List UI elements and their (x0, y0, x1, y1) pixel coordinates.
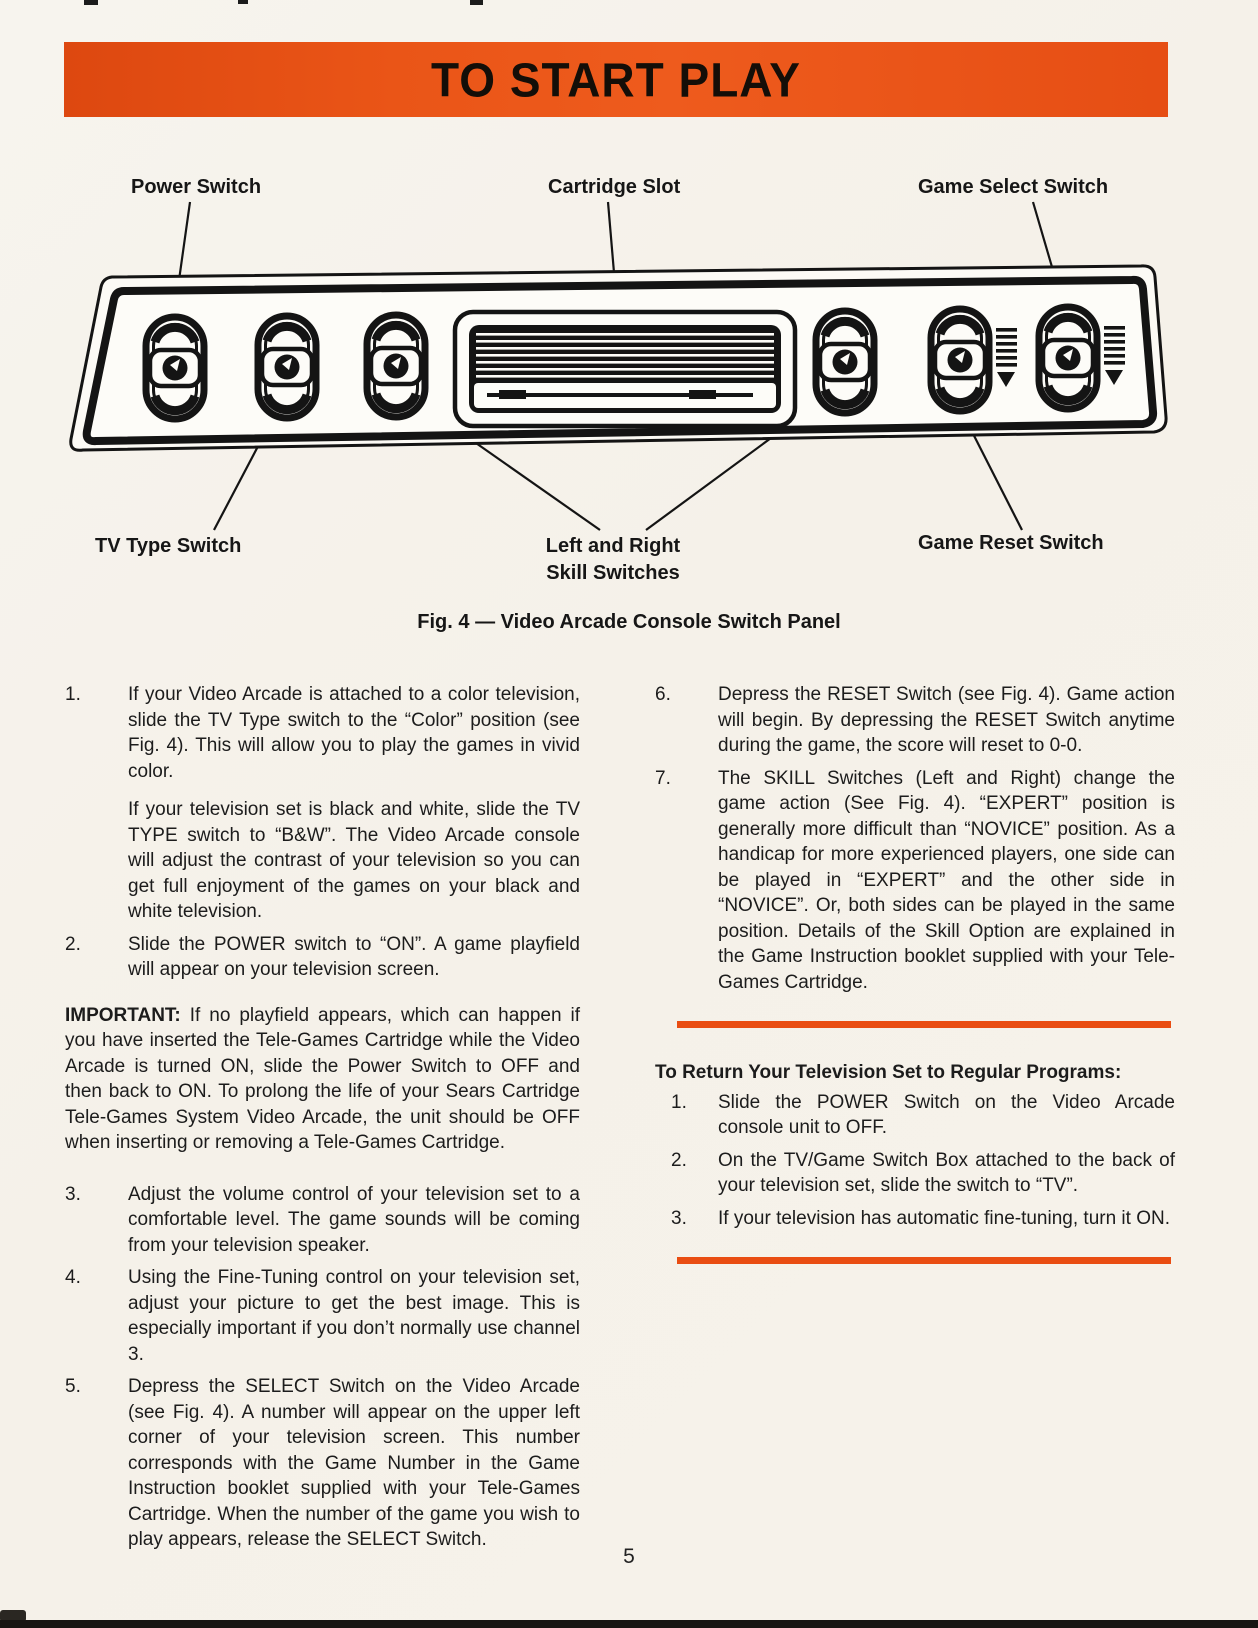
instruction-item-4 (65, 1265, 580, 1367)
item-number: 7. (655, 767, 671, 789)
item-number: 3. (65, 1183, 81, 1205)
instruction-item-7 (655, 766, 1175, 996)
item-number: 2. (671, 1149, 687, 1171)
game-reset-switch-graphic (1039, 307, 1097, 409)
orange-divider (677, 1021, 1171, 1028)
instruction-item-6 (655, 682, 1175, 759)
item-number: 1. (671, 1091, 687, 1113)
item-number: 1. (65, 684, 81, 705)
return-item-1 (655, 1090, 1175, 1141)
item-text: Slide the POWER Switch on the Video Arcade console unit to OFF. (718, 1091, 1175, 1138)
instruction-item-1-continued (65, 797, 580, 925)
right-skill-switch-graphic (816, 311, 874, 413)
label-skill-switches: Left and Right Skill Switches (545, 535, 681, 584)
label-tv-type-switch: TV Type Switch (95, 535, 242, 557)
label-game-reset-switch: Game Reset Switch (918, 532, 1104, 554)
left-column (65, 682, 580, 1560)
return-item-3 (655, 1206, 1175, 1232)
label-cartridge-slot: Cartridge Slot (548, 176, 681, 198)
item-text: If your television set is black and white, slide the TV TYPE switch to “B&W”. The Video Arcade console will adjust the contrast of your television so you can get full enjoyment of the games on your black and white television. (128, 799, 580, 922)
item-text: Slide the POWER switch to “ON”. A game playfield will appear on your television screen. (128, 933, 580, 980)
item-text: Depress the RESET Switch (see Fig. 4). Game action will begin. By depressing the RESET Switch anytime during the game, the score will reset to 0-0. (718, 684, 1175, 756)
cartridge-slot-graphic (455, 312, 795, 426)
return-section-heading: To Return Your Television Set to Regular Programs: (655, 1062, 1122, 1083)
item-text: If your Video Arcade is attached to a color television, slide the TV Type switch to the “Color” position (see Fig. 4). This will allow you to play the games in vivid color. (128, 684, 580, 782)
item-text: Adjust the volume control of your television set to a comfortable level. The game sounds will be coming from your television speaker. (128, 1183, 580, 1256)
return-item-2 (655, 1148, 1175, 1199)
item-text: Depress the SELECT Switch on the Video Arcade (see Fig. 4). A number will appear on the upper left corner of your television screen. This number corresponds with the Game Number in the Game Instruction booklet supplied with your Tele-Games Cartridge. When the number of the game you wish to play appears, release the SELECT Switch. (128, 1376, 580, 1550)
item-number: 6. (655, 684, 671, 705)
item-text: On the TV/Game Switch Box attached to the back of your television set, slide the switch to “TV”. (718, 1149, 1175, 1196)
right-column (655, 682, 1175, 1264)
power-switch-graphic (146, 317, 204, 419)
item-number: 5. (65, 1376, 81, 1397)
orange-divider (677, 1257, 1171, 1264)
label-game-select-switch: Game Select Switch (918, 176, 1109, 198)
label-power-switch: Power Switch (131, 176, 262, 198)
instruction-item-3 (65, 1182, 580, 1259)
left-skill-switch-graphic (367, 315, 425, 417)
game-select-switch-graphic (931, 309, 989, 411)
important-text: If no playfield appears, which can happen if you have inserted the Tele-Games Cartridge while the Video Arcade is turned ON, slide the Power Switch to OFF and then back to ON. To prolong the life of your Sears Cartridge Tele-Games System Video Arcade, the unit should be OFF when inserting or removing a Tele-Games Cartridge. (65, 1004, 580, 1153)
item-text: If your television has automatic fine-tuning, turn it ON. (718, 1207, 1170, 1229)
item-text: The SKILL Switches (Left and Right) change the game action (See Fig. 4). “EXPERT” position is generally more difficult than “NOVICE” position. As a handicap for more experienced players, one side can be played in “EXPERT” and the other side in “NOVICE”. Or, both sides can be played in the same position. Details of the Skill Option are explained in the Game Instruction booklet supplied with your Tele-Games Cartridge. (718, 767, 1175, 993)
instruction-item-5 (65, 1374, 580, 1553)
scan-edge-bar (0, 1620, 1258, 1628)
tv-type-switch-graphic (258, 316, 316, 418)
item-text: Using the Fine-Tuning control on your television set, adjust your picture to get the best image. This is especially important if you don’t normally use channel 3. (128, 1267, 580, 1365)
instruction-item-1 (65, 682, 580, 784)
figure-caption: Fig. 4 — Video Arcade Console Switch Panel (417, 611, 841, 633)
item-number: 3. (671, 1207, 687, 1229)
figure-4 (0, 0, 1258, 660)
page-number: 5 (623, 1545, 635, 1568)
item-number: 2. (65, 933, 81, 955)
item-number: 4. (65, 1267, 81, 1288)
instruction-item-2 (65, 932, 580, 983)
important-label: IMPORTANT: (65, 1004, 181, 1026)
page-title: TO START PLAY (431, 52, 801, 107)
important-note (65, 1003, 580, 1156)
